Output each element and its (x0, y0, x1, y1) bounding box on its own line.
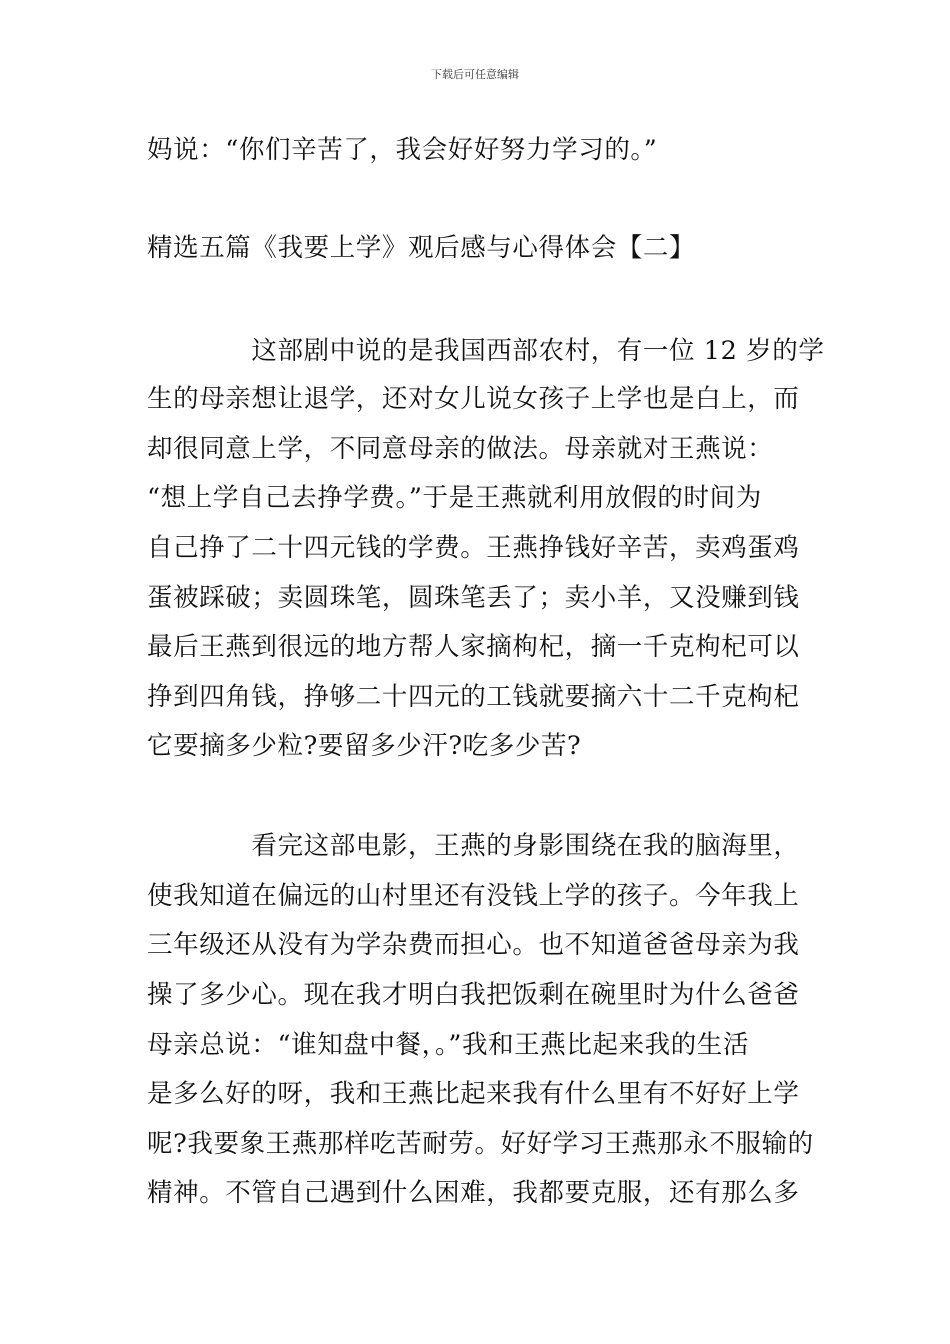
text-line: “想上学自己去挣学费。”于是王燕就利用放假的时间为 (147, 483, 762, 513)
text-line: 自己挣了二十四元钱的学费。王燕挣钱好辛苦，卖鸡蛋鸡 (147, 533, 800, 563)
text-line: 却很同意上学，不同意母亲的做法。母亲就对王燕说： (147, 434, 774, 464)
text-line: 精神。不管自己遇到什么困难，我都要克服，还有那么多 (147, 1178, 800, 1208)
text-line: 三年级还从没有为学杂费而担心。也不知道爸爸母亲为我 (147, 930, 800, 960)
section-heading: 精选五篇《我要上学》观后感与心得体会【二】 (147, 233, 696, 263)
text-line: 呢?我要象王燕那样吃苦耐劳。好好学习王燕那永不服输的 (147, 1129, 814, 1159)
text-line: 它要摘多少粒?要留多少汗?吃多少苦? (147, 731, 582, 761)
text-line: 妈说：“你们辛苦了，我会好好努力学习的。” (147, 135, 658, 165)
text-line: 生的母亲想让退学，还对女儿说女孩子上学也是白上，而 (147, 384, 800, 414)
text-line: 操了多少心。现在我才明白我把饭剩在碗里时为什么爸爸 (147, 980, 800, 1010)
text-line: 最后王燕到很远的地方帮人家摘枸杞，摘一千克枸杞可以 (147, 632, 800, 662)
text-line: 是多么好的呀，我和王燕比起来我有什么里有不好好上学 (147, 1079, 800, 1109)
text-line: 挣到四角钱，挣够二十四元的工钱就要摘六十二千克枸杞 (147, 682, 800, 712)
text-line: 看完这部电影，王燕的身影围绕在我的脑海里， (147, 831, 800, 861)
text-line: 使我知道在偏远的山村里还有没钱上学的孩子。今年我上 (147, 881, 800, 911)
page-header: 下载后可任意编辑 (431, 68, 519, 81)
text-line: 蛋被踩破；卖圆珠笔，圆珠笔丢了；卖小羊，又没赚到钱 (147, 583, 800, 613)
text-line: 母亲总说：“谁知盘中餐，。”我和王燕比起来我的生活 (147, 1030, 750, 1060)
text-line: 这部剧中说的是我国西部农村，有一位 12 岁的学 (147, 336, 825, 366)
